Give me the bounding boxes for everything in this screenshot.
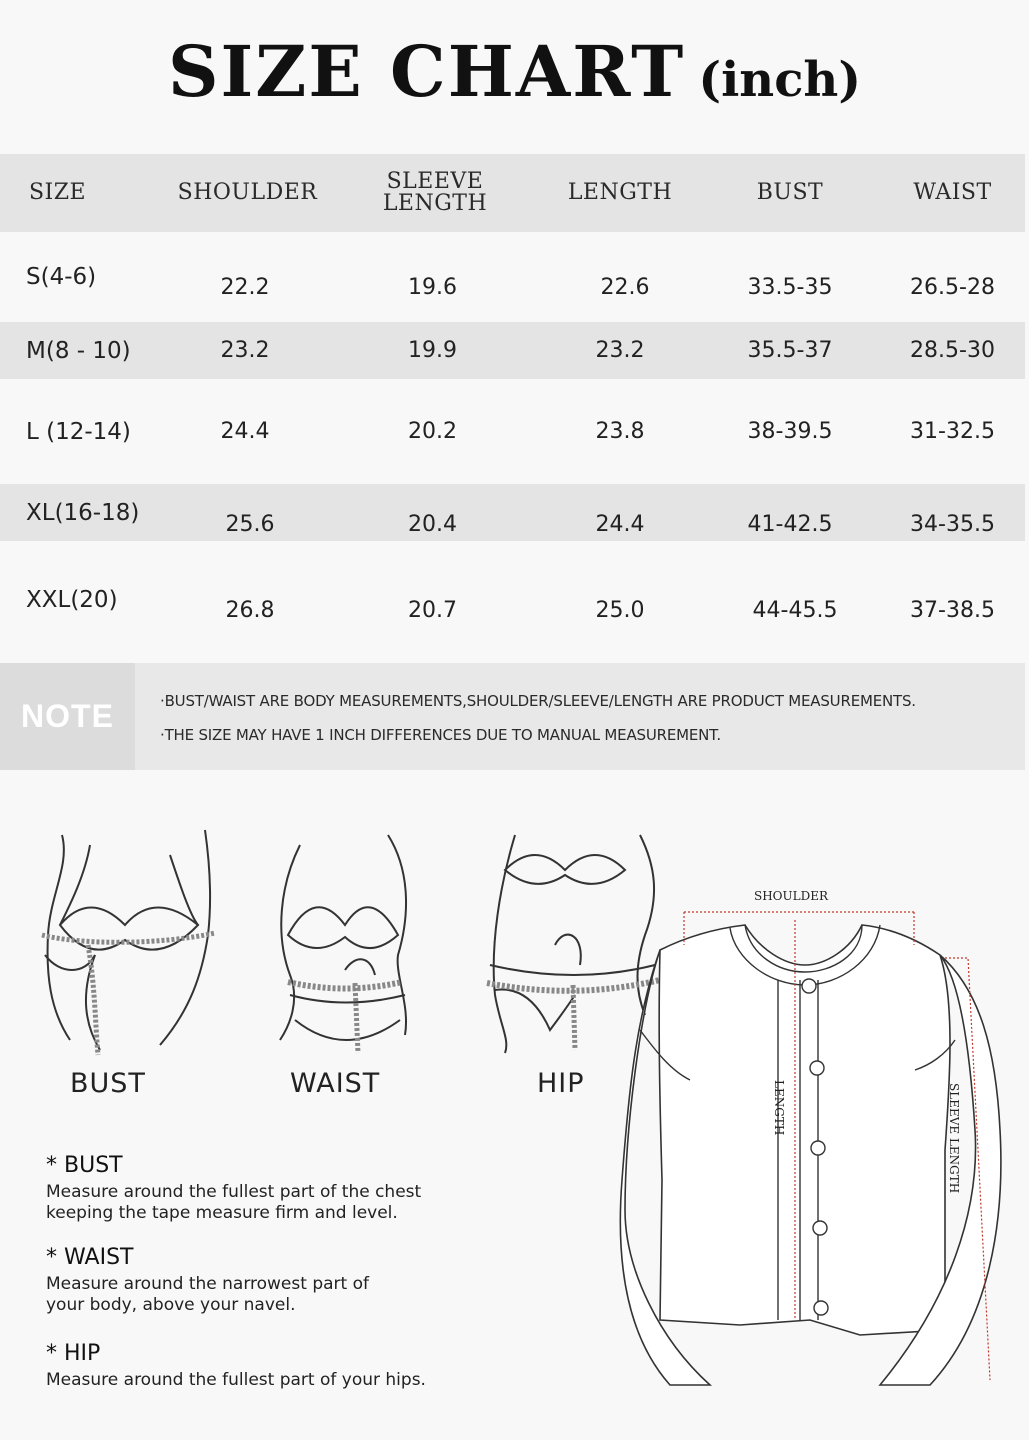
instruction-text: Measure around the fullest part of your hips. xyxy=(46,1370,426,1390)
figure-label-hip: HIP xyxy=(537,1068,585,1099)
instruction-heading: * HIP xyxy=(46,1341,101,1366)
page-title xyxy=(0,30,1029,113)
cell-waist: 31-32.5 xyxy=(910,419,995,444)
note-line-2: ·THE SIZE MAY HAVE 1 INCH DIFFERENCES DUE TO MANUAL MEASUREMENT. xyxy=(160,726,721,744)
cell-waist: 26.5-28 xyxy=(910,274,995,300)
cell-shoulder: 26.8 xyxy=(225,597,275,623)
cell-waist: 28.5-30 xyxy=(910,338,995,363)
instruction-hip xyxy=(46,1341,566,1391)
table-row xyxy=(0,541,1025,659)
instruction-waist xyxy=(46,1245,566,1316)
note-line-1: ·BUST/WAIST ARE BODY MEASUREMENTS,SHOULDER/SLEEVE/LENGTH ARE PRODUCT MEASUREMENTS. xyxy=(160,692,916,710)
instruction-text: Measure around the fullest part of the chest keeping the tape measure firm and level. xyxy=(46,1182,422,1223)
figure-label-bust: BUST xyxy=(70,1068,146,1099)
cell-bust: 35.5-37 xyxy=(747,338,833,363)
cell-sleeve-length: 19.6 xyxy=(408,274,457,300)
table-header-row xyxy=(0,154,1025,232)
cell-bust: 38-39.5 xyxy=(747,419,833,444)
header-size: SIZE xyxy=(28,180,87,205)
cell-length: 23.2 xyxy=(595,338,645,363)
cell-size: XXL(20) xyxy=(26,587,118,613)
note-band xyxy=(0,663,1025,770)
figure-label-waist: WAIST xyxy=(290,1068,381,1099)
header-shoulder: SHOULDER xyxy=(177,180,318,205)
bust-figure-icon xyxy=(40,825,230,1060)
cell-size: XL(16-18) xyxy=(26,499,140,526)
cell-size: M(8 - 10) xyxy=(26,337,131,364)
header-length: LENGTH xyxy=(567,180,673,205)
cell-waist: 37-38.5 xyxy=(910,597,995,623)
cell-bust: 41-42.5 xyxy=(747,512,833,537)
cell-length: 22.6 xyxy=(600,274,650,300)
note-label: NOTE xyxy=(21,698,114,734)
cell-sleeve-length: 20.2 xyxy=(408,419,457,444)
header-sleeve-length: SLEEVE LENGTH xyxy=(382,169,488,216)
cell-waist: 34-35.5 xyxy=(910,512,995,537)
title-main: SIZE CHART xyxy=(167,30,686,113)
jacket-label-sleeve-length: SLEEVE LENGTH xyxy=(947,1083,961,1194)
waist-figure-icon xyxy=(270,825,420,1055)
instruction-text: Measure around the narrowest part of your body, above your navel. xyxy=(46,1274,369,1315)
table-row xyxy=(0,379,1025,484)
cell-length: 25.0 xyxy=(595,597,645,623)
cell-length: 24.4 xyxy=(595,512,645,537)
table-row xyxy=(0,232,1025,322)
cell-length: 23.8 xyxy=(595,419,645,444)
title-unit: (inch) xyxy=(698,52,862,108)
table-row xyxy=(0,322,1025,379)
header-waist: WAIST xyxy=(913,180,992,205)
jacket-label-length: LENGTH xyxy=(772,1080,786,1136)
cell-size: S(4-6) xyxy=(26,264,97,290)
table-row xyxy=(0,484,1025,541)
jacket-label-shoulder: SHOULDER xyxy=(754,889,829,903)
cell-shoulder: 23.2 xyxy=(220,338,270,363)
cell-size: L (12-14) xyxy=(26,418,131,445)
instruction-bust xyxy=(46,1153,566,1224)
jacket-diagram xyxy=(600,880,1020,1400)
header-bust: BUST xyxy=(756,180,824,205)
cell-sleeve-length: 19.9 xyxy=(408,338,457,363)
size-table xyxy=(0,154,1025,659)
cell-bust: 33.5-35 xyxy=(747,274,833,300)
cell-sleeve-length: 20.7 xyxy=(408,597,457,623)
note-label-box xyxy=(0,663,135,770)
cell-bust: 44-45.5 xyxy=(752,597,838,623)
cell-shoulder: 24.4 xyxy=(220,419,270,444)
cell-sleeve-length: 20.4 xyxy=(408,512,457,537)
cell-shoulder: 22.2 xyxy=(220,274,270,300)
cell-shoulder: 25.6 xyxy=(225,512,275,537)
instruction-heading: * WAIST xyxy=(46,1245,134,1270)
instruction-heading: * BUST xyxy=(46,1153,123,1178)
